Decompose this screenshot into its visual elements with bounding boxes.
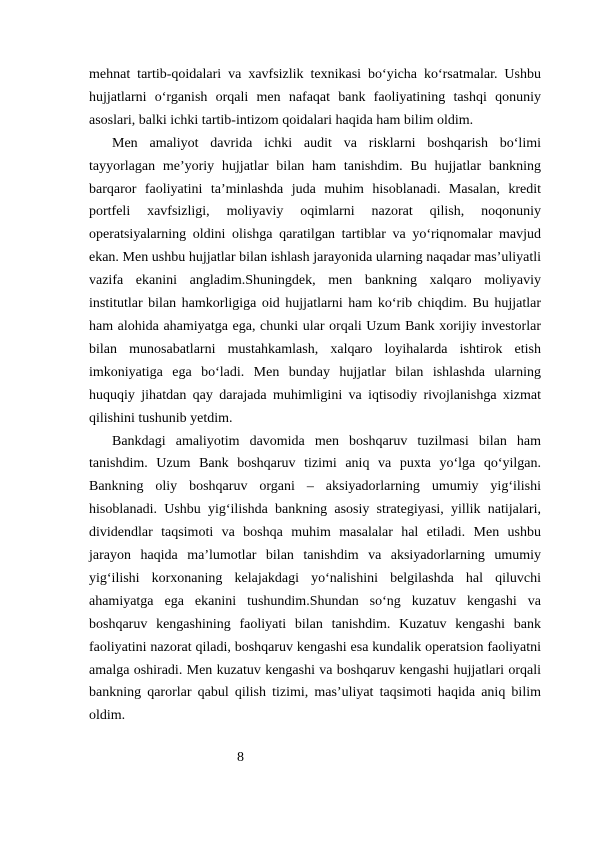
paragraph-internal-audit: Men amaliyot davrida ichki audit va risklarni boshqarish bo‘limi tayyorlagan me’yoriy hujjatlar bilan ham tanishdim. Bu hujjatlar bankning barqaror faoliyatini ta’minlashda juda muhim hisoblanadi. Masalan, kredit portfeli xavfsizligi, moliyaviy oqimlarni nazorat qilish, noqonuniy operatsiyalarning oldini olishga qaratilgan tartiblar va yo‘riqnomalar mavjud ekan. Men ushbu hujjatlar bilan ishlash jarayonida ularning naqadar mas’uliyatli vazifa ekanini angladim.Shuningdek, men bankning xalqaro moliyaviy institutlar bilan hamkorligiga oid hujjatlarni ham ko‘rib chiqdim. Bu hujjatlar ham alohida ahamiyatga ega, chunki ular orqali Uzum Bank xorijiy investorlar bilan munosabatlarni mustahkamlash, xalqaro loyihalarda ishtirok etish imkoniyatiga ega bo‘ladi. Men bunday hujjatlar bilan ishlashda ularning huquqiy jihatdan qay darajada muhimligini va iqtisodiy rivojlanishga xizmat qilishini tushunib yetdim. xyxy=(89,135,541,426)
paragraph-continuation: mehnat tartib-qoidalari va xavfsizlik texnikasi bo‘yicha ko‘rsatmalar. Ushbu hujjatlarni o‘rganish orqali men nafaqat bank faoliyatining tashqi qonuniy asoslari, balki ichki tartib-intizom qoidalari haqida ham bilim oldim. xyxy=(89,67,541,128)
document-page xyxy=(89,64,541,728)
paragraph-governance: Bankdagi amaliyotim davomida men boshqaruv tuzilmasi bilan ham tanishdim. Uzum Bank boshqaruv tizimi aniq va puxta yo‘lga qo‘yilgan. Bankning oliy boshqaruv organi – aksiyadorlarning umumiy yig‘ilishi hisoblanadi. Ushbu yig‘ilishda bankning asosiy strategiyasi, yillik natijalari, dividendlar taqsimoti va boshqa muhim masalalar hal etiladi. Men ushbu jarayon haqida ma’lumotlar bilan tanishdim va aksiyadorlarning umumiy yig‘ilishi korxonaning kelajakdagi yo‘nalishini belgilashda hal qiluvchi ahamiyatga ega ekanini tushundim.Shundan so‘ng kuzatuv kengashi va boshqaruv kengashining faoliyati bilan tanishdim. Kuzatuv kengashi bank faoliyatini nazorat qiladi, boshqaruv kengashi esa kundalik operatsion faoliyatni amalga oshiradi. Men kuzatuv kengashi va boshqaruv kengashi hujjatlari orqali bankning qarorlar qabul qilish tizimi, mas’uliyat taqsimoti haqida aniq bilim oldim. xyxy=(89,433,541,724)
page-number: 8 xyxy=(237,750,244,765)
